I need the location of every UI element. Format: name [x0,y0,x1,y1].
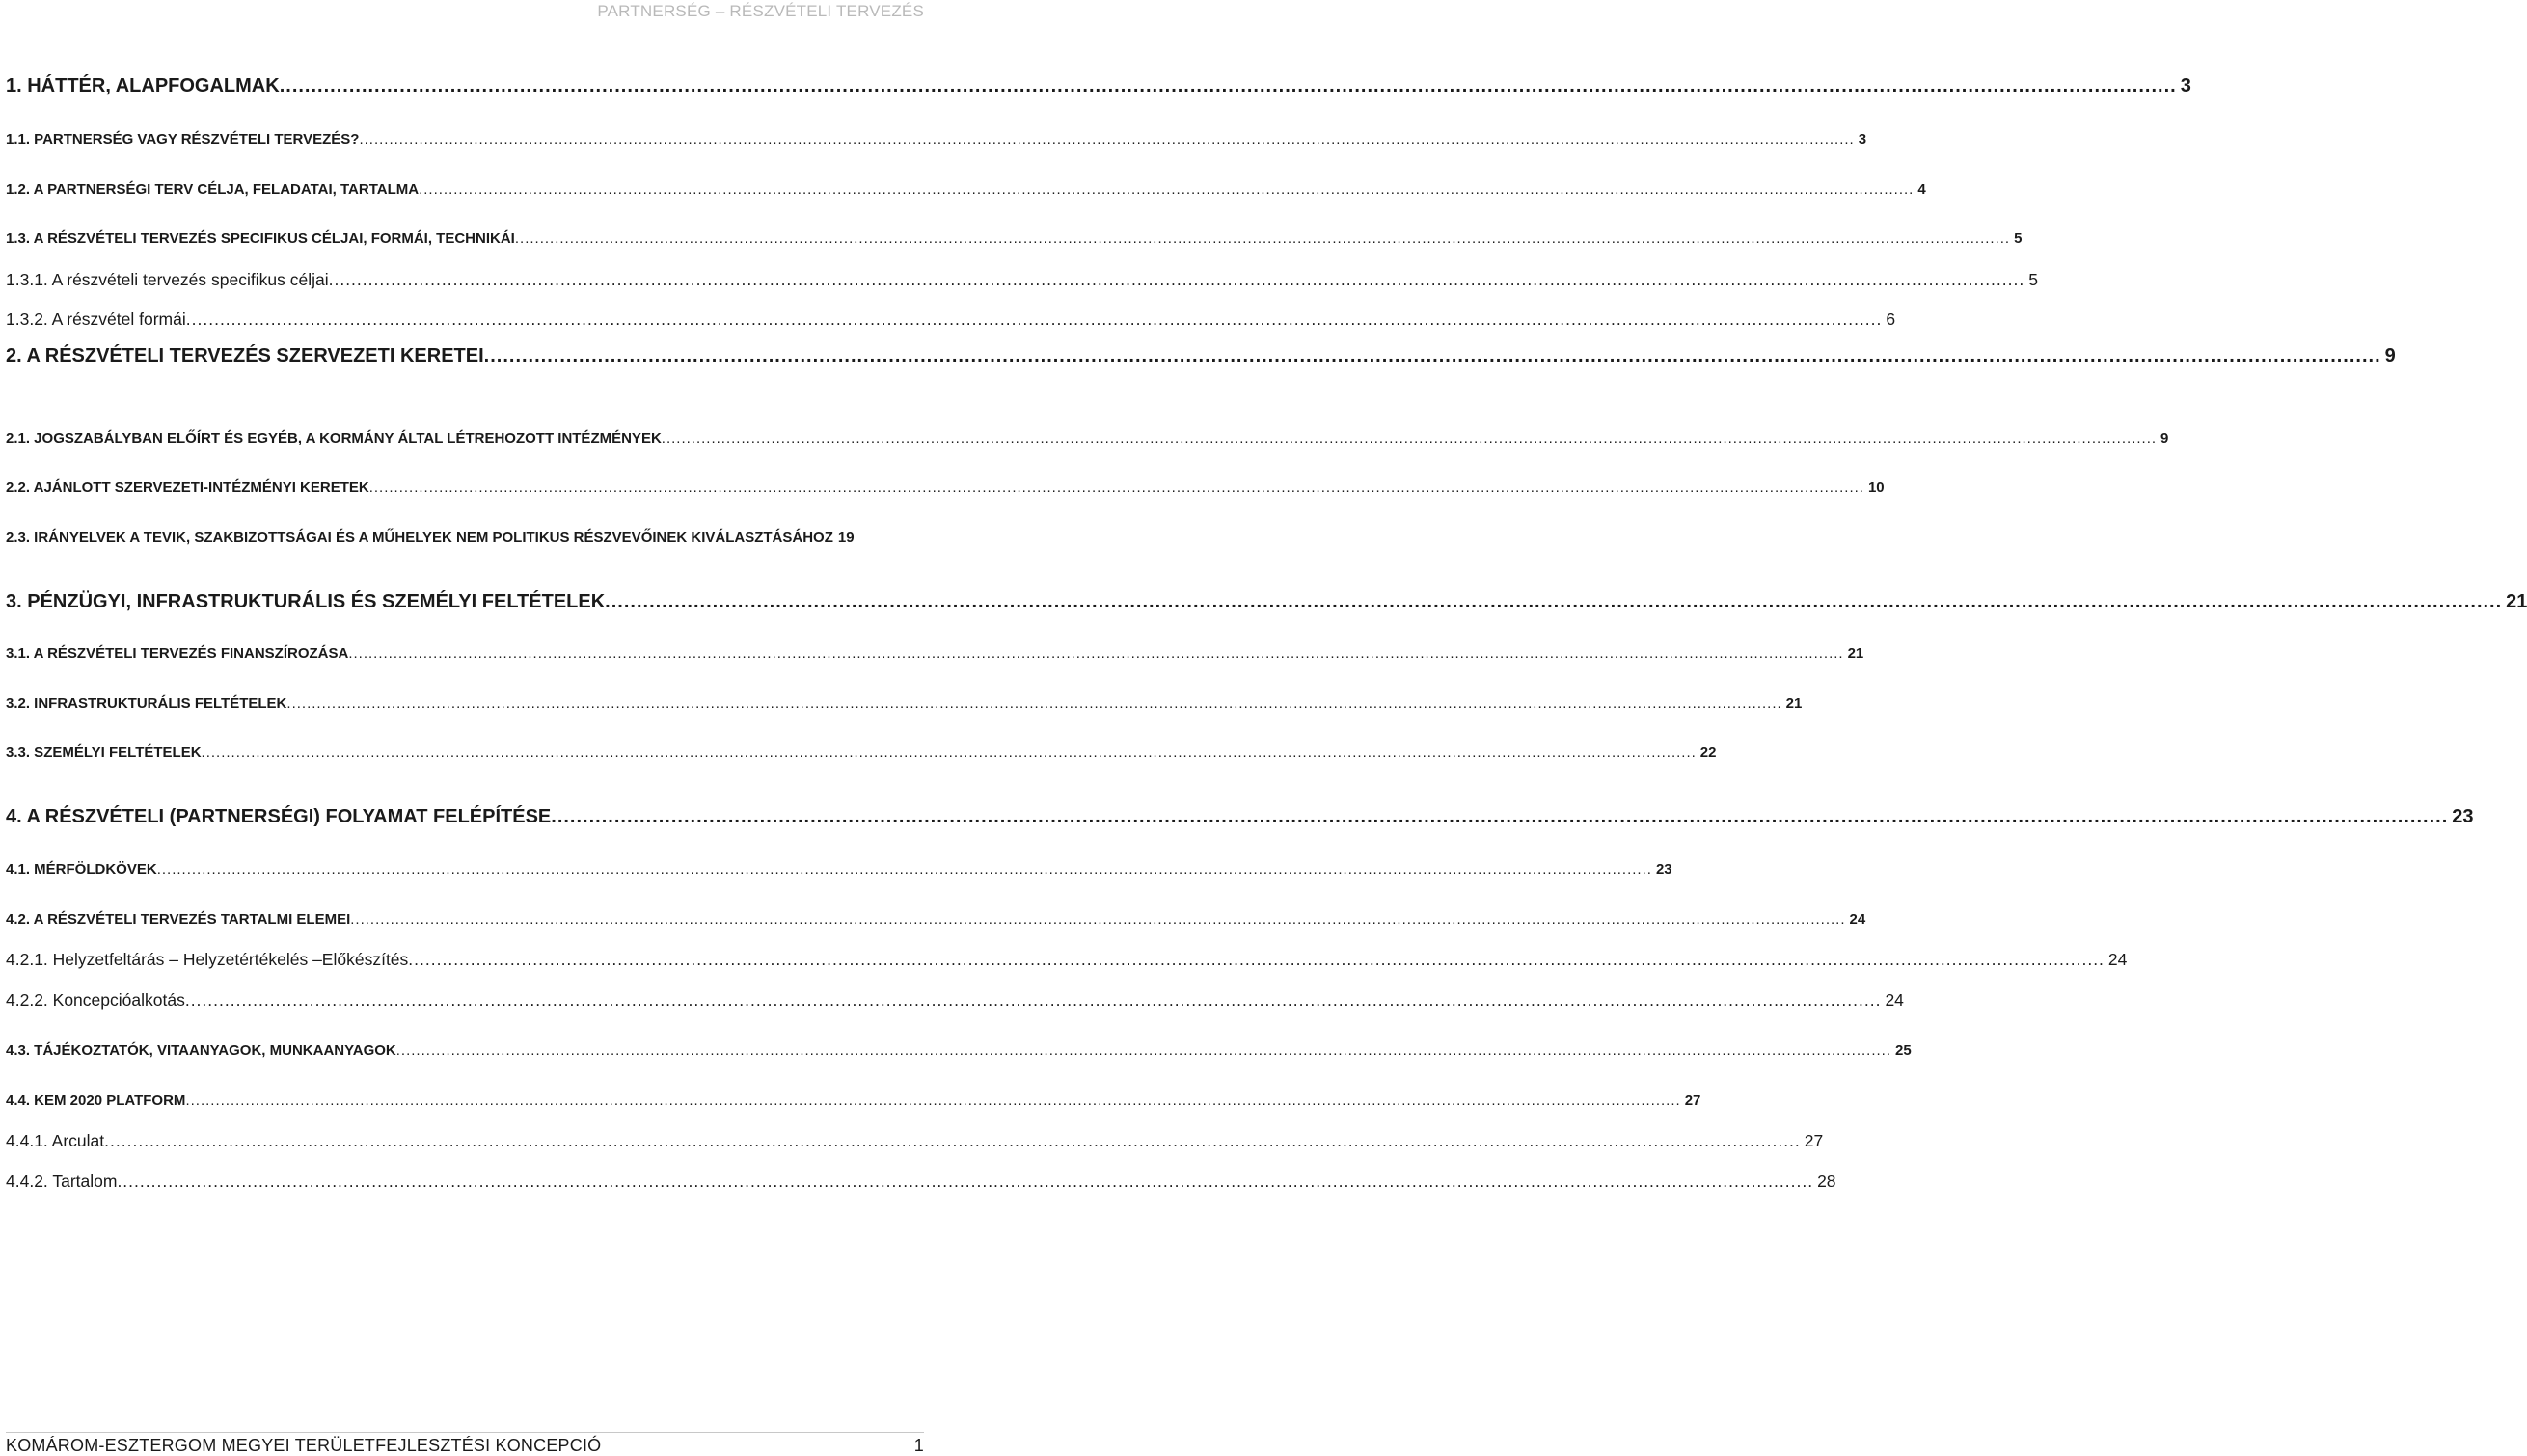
toc-entry-title: 4.3. TÁJÉKOZTATÓK, VITAANYAGOK, MUNKAANYAGOK [6,1042,396,1059]
toc-entry-page: 3 [1858,131,1867,148]
toc-entry-1-3[interactable] [6,230,2023,247]
toc-leader-dots [350,911,1845,928]
toc-entry-title: 3.2. INFRASTRUKTURÁLIS FELTÉTELEK [6,695,287,712]
toc-entry-page: 9 [2160,430,2169,446]
toc-leader-dots [202,744,1697,761]
toc-entry-page: 5 [2028,270,2038,289]
toc-entry-page: 24 [1885,990,1904,1010]
toc-entry-2-1[interactable] [6,430,2169,446]
toc-leader-dots [117,1172,1813,1192]
toc-leader-dots [605,591,2502,613]
toc-leader-dots [551,806,2448,828]
toc-entry-4[interactable] [6,806,2474,828]
toc-entry-title: 1.1. PARTNERSÉG VAGY RÉSZVÉTELI TERVEZÉS? [6,131,360,148]
toc-leader-dots [484,345,2381,367]
toc-entry-4-2[interactable] [6,911,1866,928]
toc-leader-dots [419,181,1914,198]
toc-entry-1-2[interactable] [6,181,1926,198]
toc-leader-dots [329,270,2025,290]
toc-entry-title: 4.4.2. Tartalom [6,1172,118,1191]
toc-entry-page: 5 [2014,230,2023,247]
toc-entry-4-4-2[interactable] [6,1172,1836,1192]
toc-entry-page: 9 [2384,345,2396,366]
toc-entry-page: 23 [1655,861,1672,877]
toc-entry-3[interactable] [6,591,2527,613]
toc-entry-page: 24 [2107,950,2128,969]
toc-entry-title: 3.1. A RÉSZVÉTELI TERVEZÉS FINANSZÍROZÁSA [6,645,349,661]
toc-entry-page: 21 [1785,695,1803,712]
toc-entry-title: 4. A RÉSZVÉTELI (PARTNERSÉGI) FOLYAMAT FELÉPÍTÉSE [6,806,552,827]
toc-entry-1-3-1[interactable] [6,270,2038,290]
toc-entry-page: 21 [1847,645,1864,661]
footer-title: KOMÁROM-ESZTERGOM MEGYEI TERÜLETFEJLESZTÉSI KONCEPCIÓ [6,1436,602,1455]
toc-entry-title: 2. A RÉSZVÉTELI TERVEZÉS SZERVEZETI KERETEI [6,345,484,366]
toc-leader-dots [104,1131,1801,1151]
toc-entry-4-2-1[interactable] [6,950,2128,970]
toc-leader-dots [515,230,2010,247]
toc-entry-title: 4.2.2. Koncepcióalkotás [6,990,185,1010]
toc-leader-dots [359,131,1854,148]
toc-entry-page: 21 [2506,591,2527,612]
toc-entry-title: 4.2. A RÉSZVÉTELI TERVEZÉS TARTALMI ELEMEI [6,911,351,928]
toc-entry-page: 27 [1804,1131,1824,1150]
toc-entry-3-1[interactable] [6,645,1864,661]
footer-page-number: 1 [913,1436,924,1455]
toc-entry-title: 4.2.1. Helyzetfeltárás – Helyzetértékelés –Előkészítés [6,950,409,969]
toc-leader-dots [286,695,1781,712]
toc-leader-dots [348,645,1843,661]
toc-entry-page: 4 [1917,181,1926,198]
toc-entry-4-4[interactable] [6,1092,1701,1109]
toc-leader-dots [185,1092,1680,1109]
toc-entry-title: 1.3.2. A részvétel formái [6,310,186,329]
toc-entry-1-1[interactable] [6,131,1867,148]
toc-entry-title: 2.1. JOGSZABÁLYBAN ELŐÍRT ÉS EGYÉB, A KORMÁNY ÁLTAL LÉTREHOZOTT INTÉZMÉNYEK [6,430,662,446]
toc-entry-page: 22 [1699,744,1717,761]
toc-leader-dots [280,75,2177,97]
toc-entry-4-1[interactable] [6,861,1672,877]
toc-entry-page: 23 [2452,806,2474,827]
toc-entry-title: 4.1. MÉRFÖLDKÖVEK [6,861,157,877]
toc-leader-dots [369,479,1864,496]
toc-entry-title: 2.2. AJÁNLOTT SZERVEZETI-INTÉZMÉNYI KERETEK [6,479,369,496]
toc-entry-page: 10 [1867,479,1885,496]
toc-entry-2[interactable] [6,345,2396,367]
toc-leader-dots [396,1042,1891,1059]
toc-entry-title: 2.3. IRÁNYELVEK A TEVIK, SZAKBIZOTTSÁGAI ÉS A MŰHELYEK NEM POLITIKUS RÉSZVEVŐINEK KIVÁLASZTÁSÁHOZ [6,529,833,546]
toc-entry-page: 3 [2180,75,2191,96]
toc-entry-1-3-2[interactable] [6,310,1896,330]
toc-entry-page: 25 [1895,1042,1912,1059]
toc-entry-page: 6 [1886,310,1896,329]
toc-leader-dots [185,990,1882,1011]
toc-entry-title: 3.3. SZEMÉLYI FELTÉTELEK [6,744,202,761]
toc-leader-dots [186,310,1883,330]
toc-leader-dots [408,950,2105,970]
toc-entry-title: 1. HÁTTÉR, ALAPFOGALMAK [6,75,280,96]
toc-entry-page: 24 [1849,911,1866,928]
toc-entry-1[interactable] [6,75,2191,97]
toc-entry-title: 4.4.1. Arculat [6,1131,105,1150]
toc-entry-title: 1.2. A PARTNERSÉGI TERV CÉLJA, FELADATAI, TARTALMA [6,181,420,198]
toc-entry-4-3[interactable] [6,1042,1912,1059]
toc-entry-page: 27 [1684,1092,1701,1109]
page-footer [6,1432,924,1456]
toc-entry-page: 28 [1817,1172,1836,1191]
toc-entry-2-3[interactable] [6,529,924,546]
toc-entry-title: 1.3. A RÉSZVÉTELI TERVEZÉS SPECIFIKUS CÉLJAI, FORMÁI, TECHNIKÁI [6,230,515,247]
toc-entry-page: 19 [837,529,855,546]
running-header: PARTNERSÉG – RÉSZVÉTELI TERVEZÉS [597,2,924,20]
toc-entry-title: 3. PÉNZÜGYI, INFRASTRUKTURÁLIS ÉS SZEMÉLYI FELTÉTELEK [6,591,606,612]
toc-entry-4-4-1[interactable] [6,1131,1824,1151]
toc-entry-3-3[interactable] [6,744,1717,761]
toc-entry-2-2[interactable] [6,479,1885,496]
toc-entry-4-2-2[interactable] [6,990,1904,1011]
toc-entry-title: 1.3.1. A részvételi tervezés specifikus céljai [6,270,329,289]
toc-entry-title: 4.4. KEM 2020 PLATFORM [6,1092,186,1109]
toc-leader-dots [662,430,2157,446]
toc-entry-3-2[interactable] [6,695,1803,712]
toc-leader-dots [157,861,1652,877]
